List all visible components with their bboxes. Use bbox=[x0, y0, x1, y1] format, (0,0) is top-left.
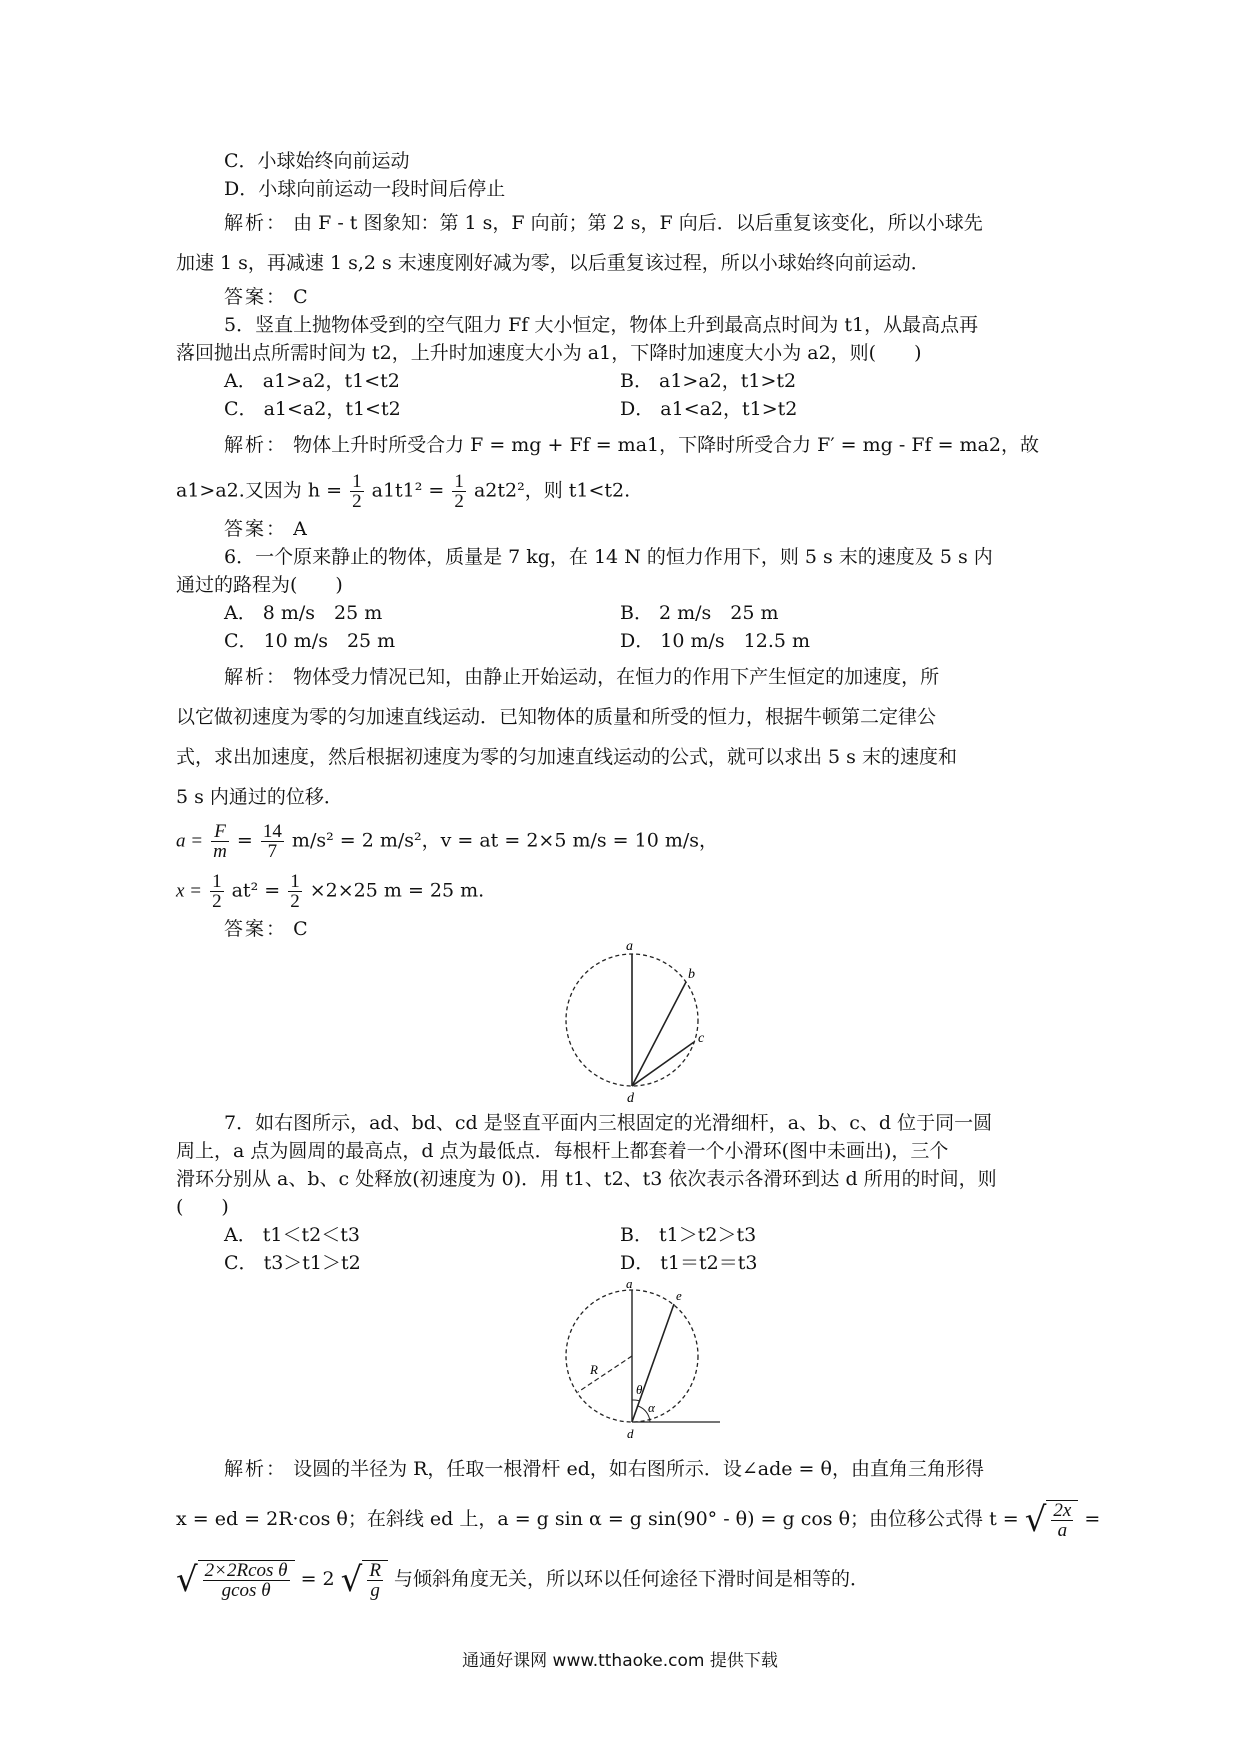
circle-rods-figure bbox=[560, 938, 720, 1108]
answer-label: 答案： bbox=[224, 286, 288, 308]
analysis-label: 解析： bbox=[224, 1458, 288, 1480]
q7-analysis-text3b: 与倾斜角度无关，所以环以任何途径下滑时间是相等的． bbox=[394, 1568, 870, 1590]
angle-theta-arc bbox=[632, 1400, 640, 1401]
fraction-half: $\frac{1}{2}$ bbox=[352, 471, 362, 512]
q5-analysis-line1 bbox=[224, 432, 1039, 458]
label-a: a bbox=[626, 1278, 633, 1291]
analysis-label: 解析： bbox=[224, 666, 288, 688]
answer-label: 答案： bbox=[224, 518, 288, 540]
circle-angle-figure bbox=[560, 1278, 730, 1440]
fraction-f-over-m: $\frac{F}{m}$ bbox=[213, 821, 227, 862]
label-c: c bbox=[698, 1031, 705, 1046]
q6-analysis-line3: 式，求出加速度，然后根据初速度为零的匀加速直线运动的公式，就可以求出 5 s 末的速度和 bbox=[176, 746, 957, 768]
q5-option-a: A． a1>a2，t1<t2 bbox=[224, 370, 400, 392]
q5-analysis-line2 bbox=[176, 472, 630, 511]
q6-stem-line2: 通过的路程为( ) bbox=[176, 574, 343, 596]
q5-stem-line2: 落回抛出点所需时间为 t2，上升时加速度大小为 a1，下降时加速度大小为 a2，则( ) bbox=[176, 342, 922, 364]
q4-option-c: C．小球始终向前运动 bbox=[224, 150, 410, 172]
fraction-2x-over-a: $\frac{2x}{a}$ bbox=[1053, 1500, 1072, 1541]
q6-option-b: B． 2 m/s 25 m bbox=[620, 602, 779, 624]
rod-cd bbox=[632, 1042, 694, 1086]
page-footer: 通通好课网 www.tthaoke.com 提供下载 bbox=[462, 1651, 778, 1671]
label-R: R bbox=[590, 1362, 598, 1377]
q6-equation2: x = $\frac{1}{2}$ at² = $\frac{1}{2}$ ×2×25 m = 25 m. bbox=[176, 871, 485, 912]
q4-analysis-line1 bbox=[224, 210, 983, 236]
q7-stem-line4: ( ) bbox=[176, 1196, 229, 1218]
q4-answer-value: C bbox=[293, 286, 308, 308]
q5-stem-line1: 5．竖直上抛物体受到的空气阻力 Ff 大小恒定，物体上升到最高点时间为 t1，从最高点再 bbox=[224, 314, 979, 336]
q5-option-d: D． a1<a2，t1>t2 bbox=[620, 398, 798, 420]
q5-answer bbox=[224, 516, 307, 542]
q7-stem-line3: 滑环分别从 a、b、c 处释放(初速度为 0)．用 t1、t2、t3 依次表示各滑环到达 d 所用的时间，则 bbox=[176, 1168, 997, 1190]
q5-option-c: C． a1<a2，t1<t2 bbox=[224, 398, 401, 420]
label-theta: θ bbox=[636, 1382, 643, 1397]
rod-bd bbox=[632, 982, 686, 1086]
label-e: e bbox=[676, 1288, 682, 1303]
q6-analysis-line4: 5 s 内通过的位移． bbox=[176, 786, 343, 808]
fraction-14-over-7: $\frac{14}{7}$ bbox=[262, 821, 282, 862]
q5-analysis-text2a: a1>a2.又因为 h = bbox=[176, 479, 343, 502]
q6-analysis-line1 bbox=[224, 664, 939, 690]
q7-option-a: A． t1＜t2＜t3 bbox=[224, 1224, 360, 1246]
q6-answer bbox=[224, 916, 308, 942]
sqrt-symbol: √ bbox=[340, 1560, 363, 1600]
analysis-label: 解析： bbox=[224, 212, 288, 234]
label-a: a bbox=[626, 939, 633, 954]
q7-stem-line1: 7．如右图所示，ad、bd、cd 是竖直平面内三根固定的光滑细杆，a、b、c、d 位于同一圆 bbox=[224, 1112, 993, 1134]
fraction-half: $\frac{1}{2}$ bbox=[290, 871, 300, 912]
label-d: d bbox=[627, 1426, 634, 1440]
q5-analysis-text1: 物体上升时所受合力 F = mg + Ff = ma1，下降时所受合力 F′ = mg - Ff = ma2，故 bbox=[293, 434, 1039, 456]
q7-option-d: D． t1＝t2＝t3 bbox=[620, 1252, 758, 1274]
q5-analysis-text2c: a2t2²，则 t1<t2. bbox=[473, 479, 631, 502]
fraction-r-over-g: $\frac{R}{g}$ bbox=[369, 1560, 381, 1601]
q7-analysis-line1 bbox=[224, 1456, 984, 1482]
q7-analysis-text1: 设圆的半径为 R，任取一根滑杆 ed，如右图所示．设∠ade = θ，由直角三角形得 bbox=[293, 1458, 984, 1480]
q6-equation1: a = $\frac{F}{m}$ = $\frac{14}{7}$ m/s² = 2 m/s²，v = at = 2×5 m/s = 10 m/s， bbox=[176, 821, 719, 862]
q6-stem-line1: 6．一个原来静止的物体，质量是 7 kg，在 14 N 的恒力作用下，则 5 s 末的速度及 5 s 内 bbox=[224, 546, 993, 568]
sqrt-symbol: √ bbox=[176, 1560, 198, 1600]
q7-analysis-line2: x = ed = 2R·cos θ；在斜线 ed 上，a = g sin α = g sin(90° - θ) = g cos θ；由位移公式得 t = √ $\frac{2x}{a}$ = bbox=[176, 1500, 1101, 1541]
label-b: b bbox=[688, 967, 695, 982]
q6-option-a: A． 8 m/s 25 m bbox=[224, 602, 383, 624]
q6-option-d: D． 10 m/s 12.5 m bbox=[620, 630, 811, 652]
q7-stem-line2: 周上，a 点为圆周的最高点，d 点为最低点．每根杆上都套着一个小滑环(图中未画出)，三个 bbox=[176, 1140, 949, 1162]
q7-analysis-line3: √ $\frac{\text{2×2Rcos θ}}{\text{gcos θ}}$ = 2 √ $\frac{R}{g}$ 与倾斜角度无关，所以环以任何途径下滑时间是相等的． bbox=[176, 1560, 870, 1601]
q6-analysis-text1: 物体受力情况已知，由静止开始运动，在恒力的作用下产生恒定的加速度，所 bbox=[293, 666, 940, 688]
sqrt-symbol: √ bbox=[1024, 1500, 1047, 1540]
q7-analysis-text2a: x = ed = 2R·cos θ；在斜线 ed 上，a = g sin α = g sin(90° - θ) = g cos θ；由位移公式得 t = bbox=[176, 1508, 1019, 1530]
q6-analysis-line2: 以它做初速度为零的匀加速直线运动．已知物体的质量和所受的恒力，根据牛顿第二定律公 bbox=[176, 706, 937, 728]
q7-option-b: B． t1＞t2＞t3 bbox=[620, 1224, 757, 1246]
q6-option-c: C． 10 m/s 25 m bbox=[224, 630, 396, 652]
q4-answer bbox=[224, 284, 308, 310]
answer-label: 答案： bbox=[224, 918, 288, 940]
fraction-half: $\frac{1}{2}$ bbox=[212, 871, 222, 912]
q4-analysis-line2: 加速 1 s，再减速 1 s,2 s 末速度刚好减为零，以后重复该过程，所以小球始终向前运动． bbox=[176, 252, 930, 274]
q4-option-d: D．小球向前运动一段时间后停止 bbox=[224, 178, 506, 200]
label-d: d bbox=[627, 1091, 634, 1106]
q5-answer-value: A bbox=[293, 518, 307, 540]
q7-option-c: C． t3＞t1＞t2 bbox=[224, 1252, 361, 1274]
fraction-radius-expression: $\frac{\text{2×2Rcos θ}}{\text{gcos θ}}$ bbox=[204, 1560, 288, 1601]
fraction-half: $\frac{1}{2}$ bbox=[454, 471, 464, 512]
q6-answer-value: C bbox=[293, 918, 308, 940]
label-alpha: α bbox=[648, 1400, 655, 1415]
q4-analysis-text1: 由 F - t 图象知：第 1 s，F 向前；第 2 s，F 向后．以后重复该变化，所以小球先 bbox=[293, 212, 983, 234]
q5-analysis-text2b: a1t1² = bbox=[371, 479, 445, 502]
q5-option-b: B． a1>a2，t1>t2 bbox=[620, 370, 797, 392]
analysis-label: 解析： bbox=[224, 434, 288, 456]
radius-line bbox=[578, 1356, 632, 1392]
